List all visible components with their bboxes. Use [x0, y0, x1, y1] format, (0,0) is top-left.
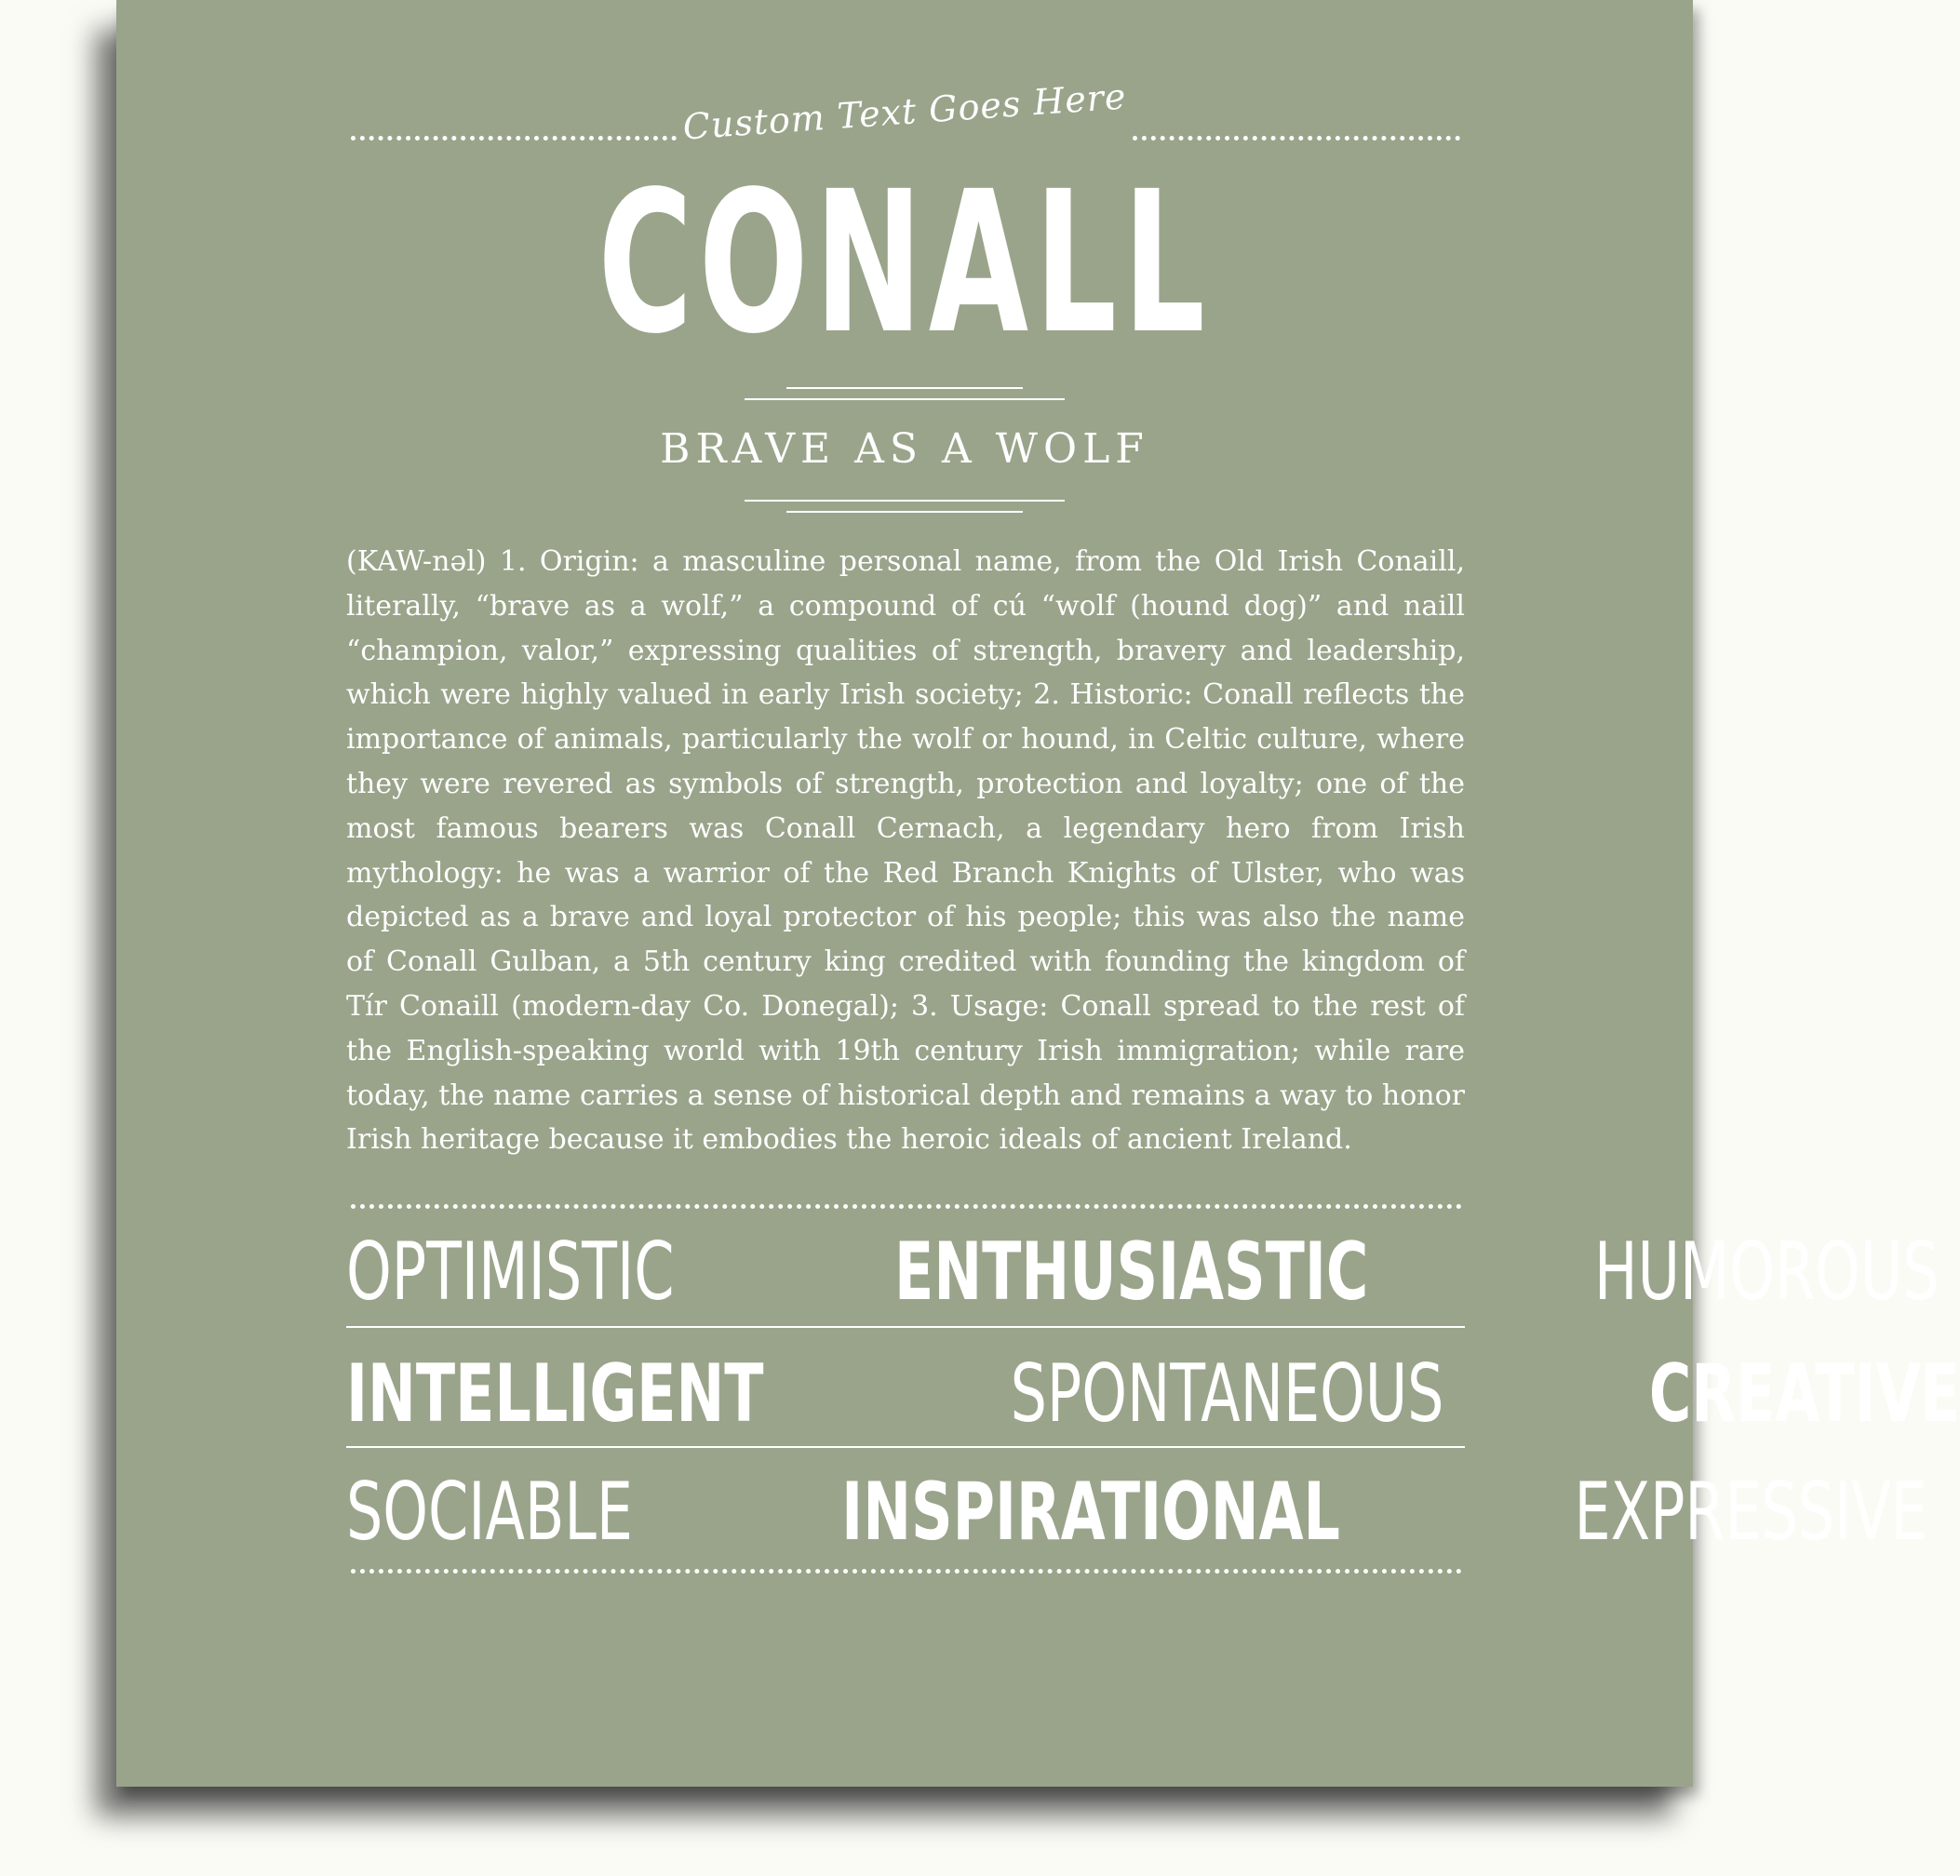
trait-word: CREATIVE: [1648, 1347, 1960, 1440]
name-definition: (KAW-nəl) 1. Origin: a masculine personal name, from the Old Irish Conaill, literally, “brave as a wolf,” a compound of cú “wolf (hound dog)” and naill “champion, valor,” expressing qualities of strength, bravery and leadership, which were highly valued in early Irish society; 2. Historic: Conall reflects the importance of animals, particularly the wolf or hound, in Celtic culture, where they were revered as symbols of strength, protection and loyalty; one of the most famous bearers was Conall Cernach, a legendary hero from Irish mythology: he was a warrior of the Red Branch Knights of Ulster, who was depicted as a brave and loyal protector of his people; this was also the name of Conall Gulban, a 5th century king credited with founding the kingdom of Tír Conaill (modern-day Co. Donegal); 3. Usage: Conall spread to the rest of the English-speaking world with 19th century Irish immigration; while rare today, the name carries a sense of historical depth and remains a way to honor Irish heritage because it embodies the heroic ideals of ancient Ireland.: [346, 545, 1465, 1157]
name-title: CONALL: [597, 149, 1212, 377]
name-meaning-poster: [116, 0, 1960, 1787]
trait-row-1: [346, 1226, 1940, 1319]
trait-row-2: [346, 1347, 1960, 1440]
rule-above-meaning-short: [786, 387, 1023, 389]
rule-above-meaning-long: [745, 398, 1065, 400]
trait-divider: [346, 1446, 1465, 1448]
trait-word: INTELLIGENT: [346, 1347, 764, 1440]
trait-word: OPTIMISTIC: [346, 1226, 675, 1319]
trait-row-3: [346, 1466, 1927, 1559]
trait-word: INSPIRATIONAL: [840, 1466, 1340, 1559]
trait-word: SOCIABLE: [346, 1466, 634, 1559]
rule-below-meaning-short: [786, 511, 1023, 513]
trait-word: HUMOROUS: [1594, 1226, 1940, 1319]
name-meaning: BRAVE AS A WOLF: [660, 425, 1149, 473]
dotted-divider-above-traits: [351, 1204, 1462, 1209]
dotted-divider-below-traits: [351, 1569, 1462, 1574]
trait-divider: [346, 1326, 1465, 1328]
trait-word: ENTHUSIASTIC: [893, 1226, 1368, 1319]
rule-below-meaning-long: [745, 500, 1065, 502]
dotted-divider-top-right: [1133, 136, 1460, 141]
custom-text-line: Custom Text Goes Here: [681, 75, 1128, 148]
trait-word: EXPRESSIVE: [1574, 1466, 1927, 1559]
trait-word: SPONTANEOUS: [1010, 1347, 1444, 1440]
